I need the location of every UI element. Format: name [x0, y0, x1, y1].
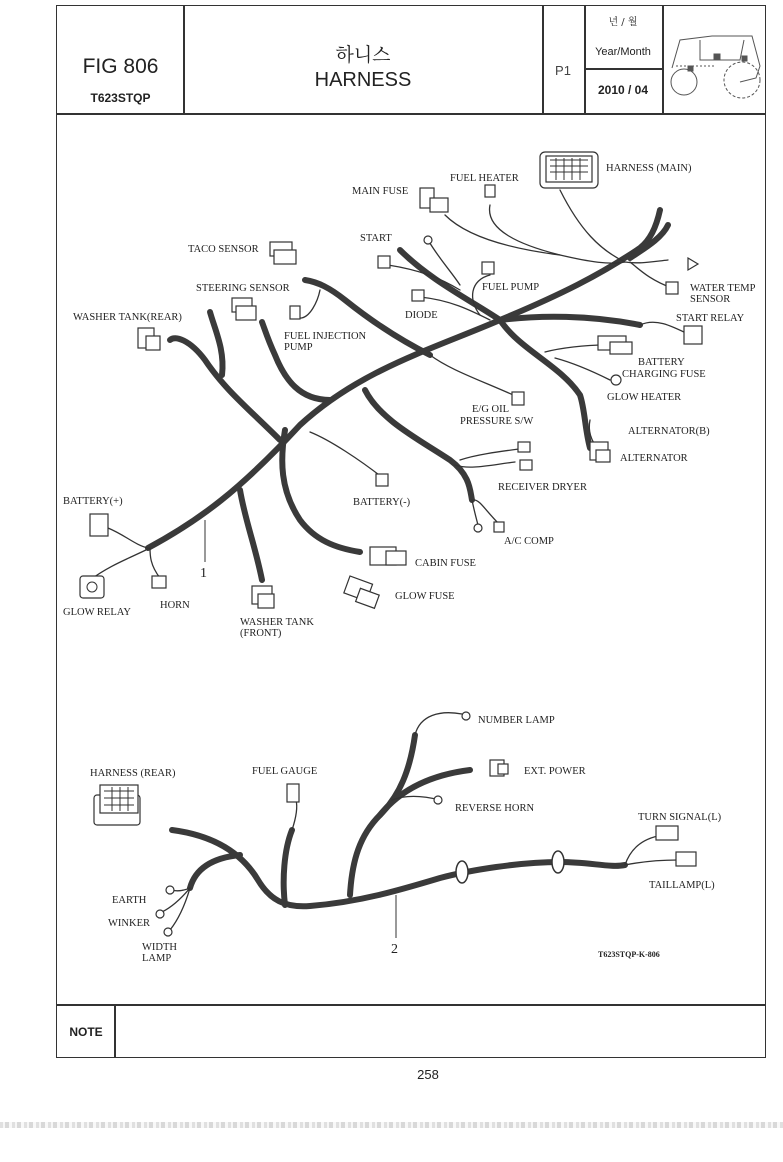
label-harness-main: HARNESS (MAIN): [606, 163, 692, 174]
title-english: HARNESS: [314, 69, 412, 91]
branch-wires-lower: [162, 713, 678, 930]
fuel-injection-connector: [290, 306, 300, 319]
label-winker: WINKER: [108, 918, 150, 929]
label-battery-charging-1: BATTERY: [638, 357, 685, 368]
labels-lower: [90, 715, 722, 964]
label-battery-minus: BATTERY(-): [353, 497, 411, 508]
label-fuel-pump: FUEL PUMP: [482, 282, 540, 293]
steering-sensor-connector: [232, 298, 256, 320]
rear-harness-trunk: [172, 735, 625, 906]
alternator-connector: [590, 442, 610, 462]
page-reference: P1: [555, 63, 571, 78]
label-harness-rear: HARNESS (REAR): [90, 768, 176, 779]
connectors-upper: [80, 152, 702, 608]
label-main-fuse: MAIN FUSE: [352, 186, 409, 197]
year-month-korean: 년 / 월: [608, 17, 638, 28]
ext-power-connector: [490, 760, 508, 776]
harness-rear-connector: [94, 785, 140, 825]
label-fuel-injection-2: PUMP: [284, 342, 313, 353]
connectors-lower: [94, 712, 696, 936]
label-water-temp-2: SENSOR: [690, 294, 731, 305]
turn-signal-connector: [656, 826, 678, 840]
glow-heater-connector: [611, 375, 621, 385]
branch-wires-upper: [90, 190, 690, 580]
fuel-gauge-connector: [287, 784, 299, 802]
harness-2-number: 2: [391, 942, 398, 957]
label-washer-tank-front-2: (FRONT): [240, 628, 282, 639]
label-taco-sensor: TACO SENSOR: [188, 244, 259, 255]
main-fuse-connector: [420, 188, 448, 212]
number-lamp-connector: [462, 712, 470, 720]
cabin-fuse-connector: [370, 547, 406, 565]
title-korean: 하니스: [335, 44, 391, 66]
label-fuel-gauge: FUEL GAUGE: [252, 766, 318, 777]
label-alternator-b: ALTERNATOR(B): [628, 426, 710, 437]
page-number: 258: [417, 1067, 439, 1082]
label-start: START: [360, 233, 392, 244]
label-battery-charging-2: CHARGING FUSE: [622, 369, 706, 380]
label-reverse-horn: REVERSE HORN: [455, 803, 535, 814]
horn-connector: [152, 576, 166, 588]
harness-main-connector: [540, 152, 598, 188]
label-fuel-injection-1: FUEL INJECTION: [284, 331, 367, 342]
harness-1-number: 1: [200, 566, 207, 581]
glow-relay-connector: [80, 576, 104, 598]
label-fuel-heater: FUEL HEATER: [450, 173, 519, 184]
taco-sensor-connector: [270, 242, 296, 264]
year-month-label: Year/Month: [595, 46, 651, 58]
label-glow-heater: GLOW HEATER: [607, 392, 682, 403]
start-small-connector: [378, 256, 390, 268]
label-number-lamp: NUMBER LAMP: [478, 715, 555, 726]
earth-connector: [166, 886, 174, 894]
label-width-lamp-1: WIDTH: [142, 942, 177, 953]
start-connector: [424, 236, 432, 244]
label-ac-comp: A/C COMP: [504, 536, 554, 547]
label-start-relay: START RELAY: [676, 313, 745, 324]
washer-tank-front-connector: [252, 586, 274, 608]
receiver-dryer-connector: [518, 442, 532, 470]
label-receiver-dryer: RECEIVER DRYER: [498, 482, 587, 493]
figure-code: T623STQP: [90, 91, 151, 105]
label-alternator: ALTERNATOR: [620, 453, 688, 464]
battery-minus-connector: [376, 474, 388, 486]
label-turn-signal: TURN SIGNAL(L): [638, 812, 722, 823]
reverse-horn-connector: [434, 796, 442, 804]
label-glow-relay: GLOW RELAY: [63, 607, 131, 618]
main-harness-trunk: [148, 210, 668, 580]
drawing-code: T623STQP-K-806: [598, 950, 660, 959]
water-temp-arrow-connector: [688, 258, 698, 270]
winker-connector: [156, 910, 164, 918]
label-washer-tank-rear: WASHER TANK(REAR): [73, 312, 182, 323]
eg-oil-pressure-connector: [512, 392, 524, 405]
label-washer-tank-front-1: WASHER TANK: [240, 617, 314, 628]
tractor-outline-icon: [671, 36, 760, 98]
label-ext-power: EXT. POWER: [524, 766, 586, 777]
label-earth: EARTH: [112, 895, 147, 906]
diode-connector: [412, 290, 424, 301]
label-horn: HORN: [160, 600, 190, 611]
start-relay-connector: [684, 326, 702, 344]
label-glow-fuse: GLOW FUSE: [395, 591, 455, 602]
label-width-lamp-2: LAMP: [142, 953, 172, 964]
label-water-temp-1: WATER TEMP: [690, 283, 756, 294]
battery-charging-fuse-connector: [598, 336, 632, 354]
taillamp-connector: [676, 852, 696, 866]
fuel-pump-connector: [482, 262, 494, 274]
width-lamp-connector: [164, 928, 172, 936]
battery-plus-connector: [90, 514, 108, 536]
figure-title: FIG 806: [82, 55, 159, 78]
note-label: NOTE: [69, 1025, 103, 1039]
water-temp-connector: [666, 282, 678, 294]
year-month-value: 2010 / 04: [597, 83, 649, 97]
fuel-heater-connector: [485, 185, 495, 197]
label-eg-oil-2: PRESSURE S/W: [460, 416, 534, 427]
label-steering-sensor: STEERING SENSOR: [196, 283, 290, 294]
ac-comp-connector: [474, 522, 504, 532]
label-eg-oil-1: E/G OIL: [472, 404, 510, 415]
label-diode: DIODE: [405, 310, 438, 321]
glow-fuse-connector: [344, 576, 379, 608]
label-taillamp: TAILLAMP(L): [649, 880, 715, 891]
label-battery-plus: BATTERY(+): [63, 496, 123, 507]
label-cabin-fuse: CABIN FUSE: [415, 558, 476, 569]
washer-tank-rear-connector: [138, 328, 160, 350]
